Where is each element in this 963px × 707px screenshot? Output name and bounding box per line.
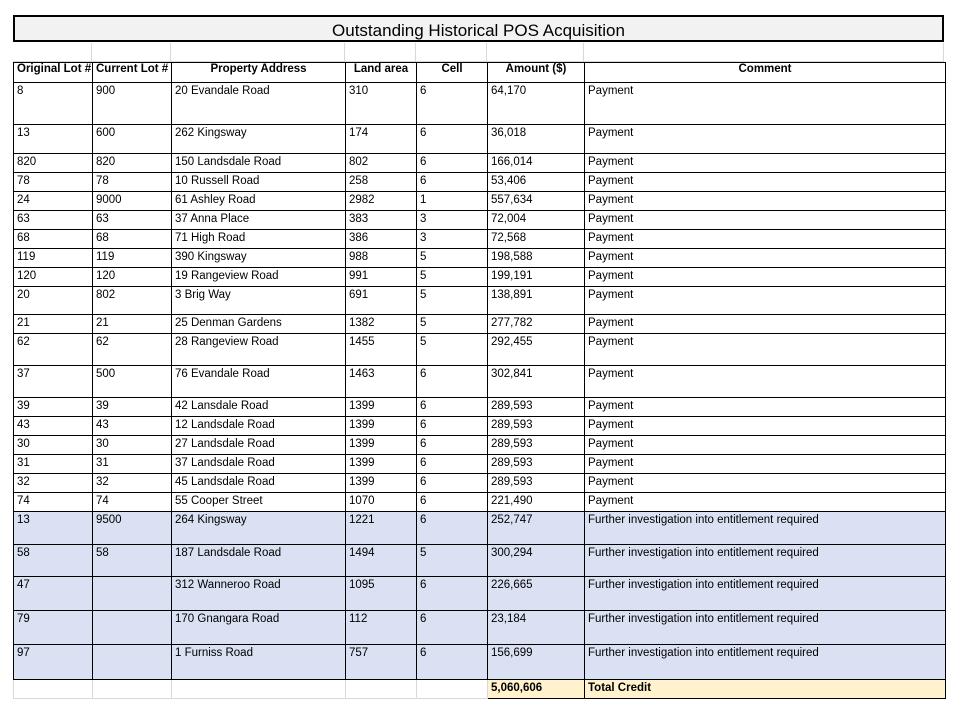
cell-property-address: 3 Brig Way <box>172 287 346 315</box>
table-row <box>14 154 946 173</box>
cell-amount: 226,665 <box>488 577 585 611</box>
cell-cell: 5 <box>417 268 488 287</box>
cell-cell: 5 <box>417 287 488 315</box>
cell-cell: 6 <box>417 173 488 192</box>
header-row <box>14 63 946 83</box>
cell-comment: Payment <box>585 493 946 512</box>
cell-current-lot <box>93 577 172 611</box>
pos-acquisition-table <box>13 62 946 699</box>
cell-amount: 289,593 <box>488 436 585 455</box>
cell-property-address: 12 Landsdale Road <box>172 417 346 436</box>
cell-original-lot: 74 <box>14 493 93 512</box>
cell-property-address: 187 Landsdale Road <box>172 545 346 577</box>
cell-cell: 5 <box>417 545 488 577</box>
cell-original-lot: 13 <box>14 512 93 545</box>
cell-amount: 289,593 <box>488 398 585 417</box>
cell-amount: 300,294 <box>488 545 585 577</box>
total-amount: 5,060,606 <box>488 680 585 699</box>
cell-current-lot: 900 <box>93 83 172 125</box>
cell-cell: 6 <box>417 645 488 680</box>
cell-comment: Payment <box>585 417 946 436</box>
table-row <box>14 545 946 577</box>
cell-property-address: 45 Landsdale Road <box>172 474 346 493</box>
cell-property-address: 170 Gnangara Road <box>172 611 346 645</box>
cell-current-lot: 600 <box>93 125 172 154</box>
cell-cell: 6 <box>417 436 488 455</box>
cell-land-area: 310 <box>346 83 417 125</box>
cell-comment: Payment <box>585 398 946 417</box>
cell-current-lot: 63 <box>93 211 172 230</box>
cell-comment: Payment <box>585 230 946 249</box>
cell-property-address: 42 Lansdale Road <box>172 398 346 417</box>
cell-cell: 1 <box>417 192 488 211</box>
cell-original-lot: 30 <box>14 436 93 455</box>
cell-amount: 53,406 <box>488 173 585 192</box>
cell-land-area: 1221 <box>346 512 417 545</box>
table-row <box>14 249 946 268</box>
cell-amount: 557,634 <box>488 192 585 211</box>
cell-property-address: 20 Evandale Road <box>172 83 346 125</box>
cell-cell: 6 <box>417 474 488 493</box>
cell-property-address: 19 Rangeview Road <box>172 268 346 287</box>
cell-amount: 156,699 <box>488 645 585 680</box>
table-row <box>14 83 946 125</box>
empty-cell <box>172 680 346 699</box>
cell-cell: 6 <box>417 83 488 125</box>
cell-comment: Payment <box>585 211 946 230</box>
empty-cell <box>346 680 417 699</box>
cell-property-address: 28 Rangeview Road <box>172 334 346 366</box>
cell-amount: 72,004 <box>488 211 585 230</box>
cell-current-lot: 78 <box>93 173 172 192</box>
table-row <box>14 436 946 455</box>
col-comment: Comment <box>585 63 946 83</box>
cell-comment: Further investigation into entitlement required <box>585 512 946 545</box>
table-row <box>14 173 946 192</box>
cell-comment: Payment <box>585 334 946 366</box>
cell-comment: Payment <box>585 268 946 287</box>
cell-amount: 166,014 <box>488 154 585 173</box>
col-current-lot: Current Lot # <box>93 63 172 83</box>
cell-original-lot: 21 <box>14 315 93 334</box>
cell-original-lot: 58 <box>14 545 93 577</box>
cell-land-area: 258 <box>346 173 417 192</box>
cell-cell: 6 <box>417 366 488 398</box>
cell-original-lot: 68 <box>14 230 93 249</box>
cell-original-lot: 13 <box>14 125 93 154</box>
cell-current-lot: 9500 <box>93 512 172 545</box>
cell-cell: 6 <box>417 455 488 474</box>
cell-current-lot: 74 <box>93 493 172 512</box>
col-original-lot: Original Lot # <box>14 63 93 83</box>
cell-land-area: 991 <box>346 268 417 287</box>
cell-current-lot: 21 <box>93 315 172 334</box>
col-cell: Cell <box>417 63 488 83</box>
cell-amount: 64,170 <box>488 83 585 125</box>
cell-cell: 6 <box>417 493 488 512</box>
cell-original-lot: 24 <box>14 192 93 211</box>
cell-land-area: 1399 <box>346 417 417 436</box>
cell-amount: 289,593 <box>488 474 585 493</box>
cell-land-area: 112 <box>346 611 417 645</box>
cell-property-address: 55 Cooper Street <box>172 493 346 512</box>
cell-amount: 289,593 <box>488 417 585 436</box>
cell-amount: 277,782 <box>488 315 585 334</box>
cell-original-lot: 63 <box>14 211 93 230</box>
cell-land-area: 988 <box>346 249 417 268</box>
cell-property-address: 1 Furniss Road <box>172 645 346 680</box>
cell-comment: Payment <box>585 83 946 125</box>
cell-current-lot: 120 <box>93 268 172 287</box>
col-property-address: Property Address <box>172 63 346 83</box>
cell-land-area: 1382 <box>346 315 417 334</box>
table-row <box>14 315 946 334</box>
table-row <box>14 398 946 417</box>
cell-original-lot: 31 <box>14 455 93 474</box>
cell-original-lot: 37 <box>14 366 93 398</box>
table-row <box>14 125 946 154</box>
cell-original-lot: 62 <box>14 334 93 366</box>
cell-cell: 6 <box>417 611 488 645</box>
cell-comment: Payment <box>585 192 946 211</box>
cell-original-lot: 97 <box>14 645 93 680</box>
cell-comment: Payment <box>585 249 946 268</box>
cell-amount: 292,455 <box>488 334 585 366</box>
table-row <box>14 287 946 315</box>
cell-land-area: 691 <box>346 287 417 315</box>
cell-property-address: 71 High Road <box>172 230 346 249</box>
cell-comment: Further investigation into entitlement required <box>585 611 946 645</box>
cell-original-lot: 820 <box>14 154 93 173</box>
cell-cell: 3 <box>417 230 488 249</box>
cell-comment: Further investigation into entitlement required <box>585 545 946 577</box>
cell-comment: Payment <box>585 287 946 315</box>
cell-land-area: 174 <box>346 125 417 154</box>
cell-land-area: 1399 <box>346 474 417 493</box>
cell-original-lot: 47 <box>14 577 93 611</box>
cell-cell: 3 <box>417 211 488 230</box>
cell-amount: 302,841 <box>488 366 585 398</box>
cell-land-area: 2982 <box>346 192 417 211</box>
cell-land-area: 1463 <box>346 366 417 398</box>
cell-comment: Further investigation into entitlement required <box>585 645 946 680</box>
cell-amount: 221,490 <box>488 493 585 512</box>
table-row <box>14 192 946 211</box>
cell-cell: 6 <box>417 577 488 611</box>
cell-property-address: 264 Kingsway <box>172 512 346 545</box>
total-label: Total Credit <box>585 680 946 699</box>
cell-land-area: 1070 <box>346 493 417 512</box>
cell-land-area: 386 <box>346 230 417 249</box>
cell-property-address: 61 Ashley Road <box>172 192 346 211</box>
table-row <box>14 230 946 249</box>
cell-property-address: 37 Landsdale Road <box>172 455 346 474</box>
col-amount: Amount ($) <box>488 63 585 83</box>
table-row <box>14 334 946 366</box>
table-row <box>14 512 946 545</box>
cell-current-lot: 62 <box>93 334 172 366</box>
cell-cell: 6 <box>417 125 488 154</box>
cell-current-lot: 802 <box>93 287 172 315</box>
cell-original-lot: 120 <box>14 268 93 287</box>
cell-current-lot: 32 <box>93 474 172 493</box>
cell-original-lot: 43 <box>14 417 93 436</box>
cell-current-lot: 31 <box>93 455 172 474</box>
cell-land-area: 1399 <box>346 436 417 455</box>
cell-property-address: 262 Kingsway <box>172 125 346 154</box>
table-row <box>14 417 946 436</box>
cell-current-lot <box>93 611 172 645</box>
cell-land-area: 1494 <box>346 545 417 577</box>
cell-comment: Payment <box>585 125 946 154</box>
cell-current-lot: 500 <box>93 366 172 398</box>
empty-cell <box>14 680 93 699</box>
cell-current-lot: 39 <box>93 398 172 417</box>
cell-comment: Payment <box>585 173 946 192</box>
cell-property-address: 76 Evandale Road <box>172 366 346 398</box>
cell-comment: Payment <box>585 436 946 455</box>
cell-amount: 289,593 <box>488 455 585 474</box>
page-title: Outstanding Historical POS Acquisition <box>13 15 944 42</box>
empty-cell <box>93 680 172 699</box>
cell-cell: 6 <box>417 154 488 173</box>
cell-land-area: 802 <box>346 154 417 173</box>
cell-amount: 252,747 <box>488 512 585 545</box>
table-row <box>14 474 946 493</box>
cell-cell: 5 <box>417 249 488 268</box>
cell-original-lot: 8 <box>14 83 93 125</box>
col-land-area: Land area <box>346 63 417 83</box>
cell-original-lot: 32 <box>14 474 93 493</box>
cell-amount: 199,191 <box>488 268 585 287</box>
cell-property-address: 25 Denman Gardens <box>172 315 346 334</box>
cell-original-lot: 39 <box>14 398 93 417</box>
cell-land-area: 1455 <box>346 334 417 366</box>
cell-cell: 5 <box>417 315 488 334</box>
table-row <box>14 611 946 645</box>
cell-comment: Further investigation into entitlement required <box>585 577 946 611</box>
cell-current-lot: 43 <box>93 417 172 436</box>
cell-property-address: 390 Kingsway <box>172 249 346 268</box>
table-row <box>14 493 946 512</box>
table-row <box>14 577 946 611</box>
cell-original-lot: 119 <box>14 249 93 268</box>
cell-amount: 72,568 <box>488 230 585 249</box>
cell-amount: 36,018 <box>488 125 585 154</box>
cell-land-area: 1095 <box>346 577 417 611</box>
cell-current-lot: 30 <box>93 436 172 455</box>
cell-comment: Payment <box>585 315 946 334</box>
cell-current-lot: 58 <box>93 545 172 577</box>
cell-land-area: 1399 <box>346 455 417 474</box>
cell-property-address: 150 Landsdale Road <box>172 154 346 173</box>
cell-land-area: 1399 <box>346 398 417 417</box>
cell-original-lot: 78 <box>14 173 93 192</box>
table-row <box>14 455 946 474</box>
table-row <box>14 366 946 398</box>
cell-property-address: 37 Anna Place <box>172 211 346 230</box>
cell-amount: 23,184 <box>488 611 585 645</box>
total-row <box>14 680 946 699</box>
table-row <box>14 268 946 287</box>
cell-land-area: 757 <box>346 645 417 680</box>
cell-comment: Payment <box>585 455 946 474</box>
cell-original-lot: 79 <box>14 611 93 645</box>
cell-cell: 6 <box>417 512 488 545</box>
table-row <box>14 211 946 230</box>
cell-property-address: 27 Landsdale Road <box>172 436 346 455</box>
cell-amount: 138,891 <box>488 287 585 315</box>
cell-land-area: 383 <box>346 211 417 230</box>
cell-current-lot: 9000 <box>93 192 172 211</box>
cell-current-lot <box>93 645 172 680</box>
cell-amount: 198,588 <box>488 249 585 268</box>
cell-current-lot: 68 <box>93 230 172 249</box>
cell-comment: Payment <box>585 154 946 173</box>
cell-original-lot: 20 <box>14 287 93 315</box>
cell-cell: 6 <box>417 398 488 417</box>
cell-comment: Payment <box>585 474 946 493</box>
cell-current-lot: 820 <box>93 154 172 173</box>
blank-row <box>13 43 944 62</box>
cell-cell: 6 <box>417 417 488 436</box>
cell-current-lot: 119 <box>93 249 172 268</box>
cell-comment: Payment <box>585 366 946 398</box>
cell-property-address: 10 Russell Road <box>172 173 346 192</box>
cell-property-address: 312 Wanneroo Road <box>172 577 346 611</box>
empty-cell <box>417 680 488 699</box>
cell-cell: 5 <box>417 334 488 366</box>
table-row <box>14 645 946 680</box>
